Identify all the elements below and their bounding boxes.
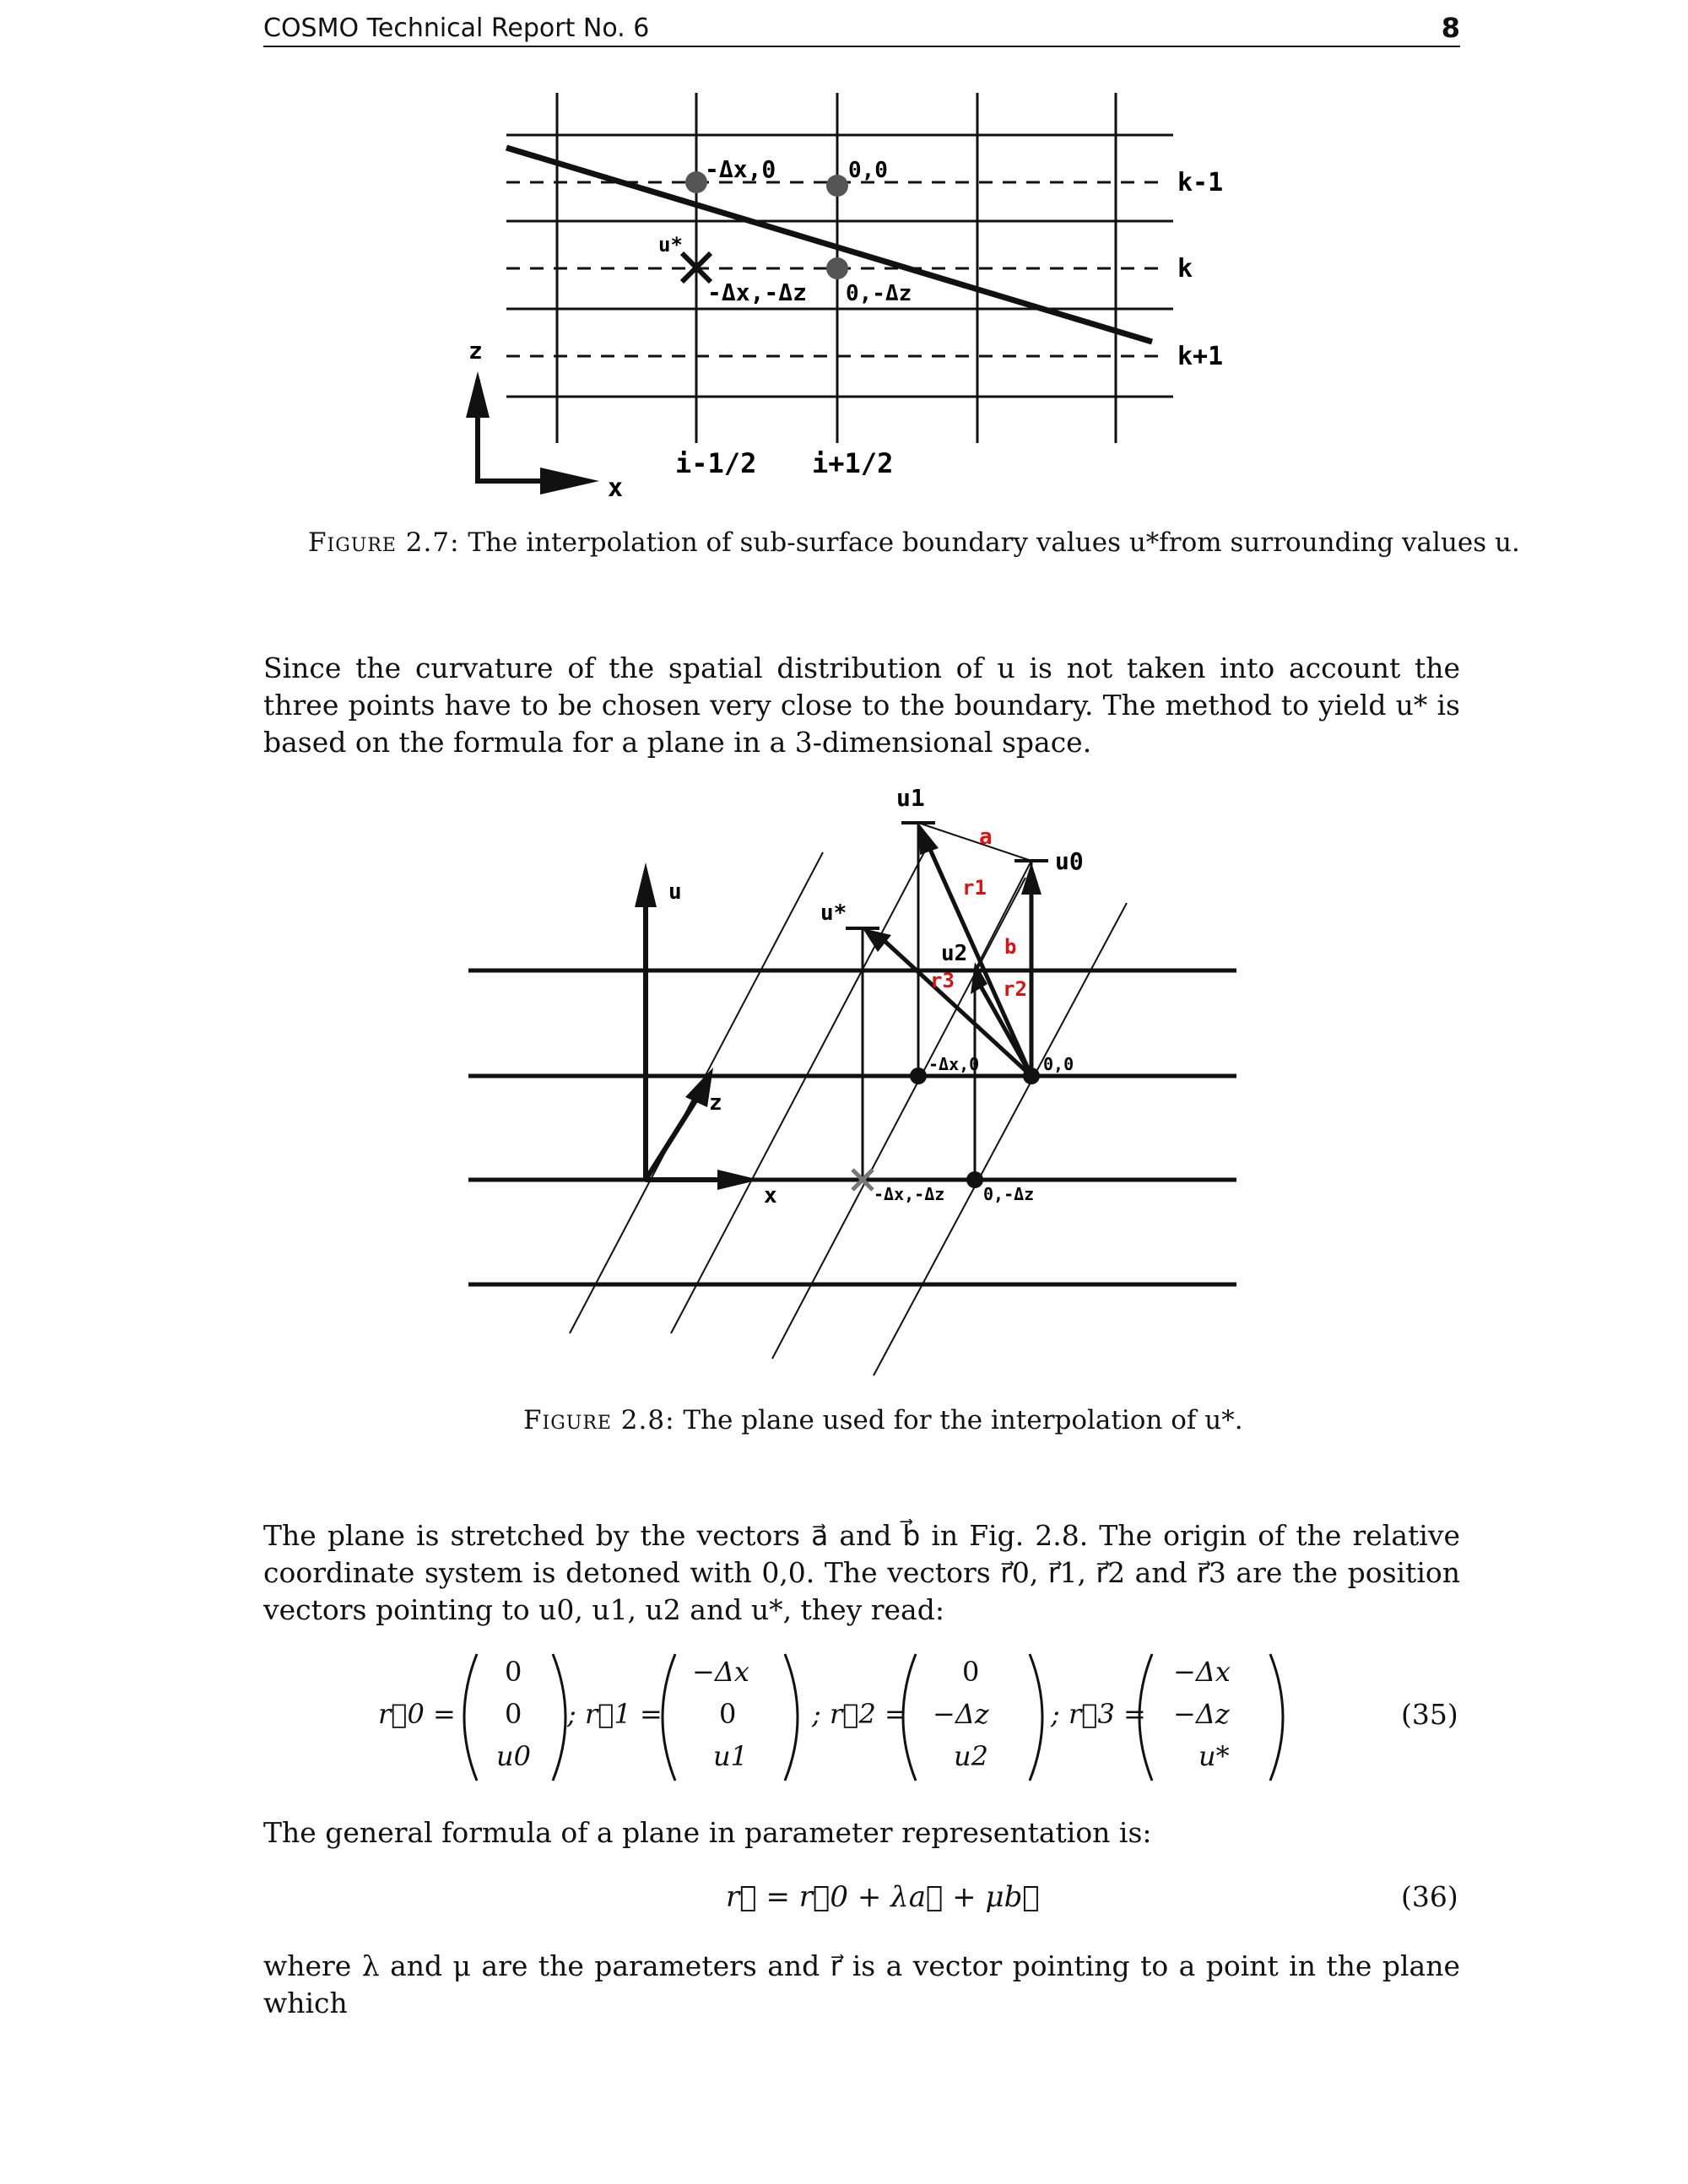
x-arrow-head (540, 468, 599, 495)
boundary-line (506, 148, 1152, 342)
r3-c3: u* (1198, 1740, 1230, 1772)
label-z-axis: z (468, 337, 483, 365)
figure-2-8-caption (523, 1405, 1243, 1435)
paragraph-2: The plane is stretched by the vectors a⃗ and b⃗ in Fig. 2.8. The origin of the relative coordinate system is detoned with 0,0. The vectors r⃗0, r⃗1, r⃗2 and r⃗3 are the position vectors pointing to u0, u1, u2 and u*, they read: (263, 1519, 1460, 1626)
u-axis-head (635, 862, 657, 907)
stems (863, 823, 1031, 1180)
label-i-minus-half: i-1/2 (675, 447, 757, 479)
label-vec-b: b (1004, 935, 1017, 959)
label-u-axis: u (668, 879, 682, 905)
r0-c1: 0 (505, 1656, 522, 1688)
label-mdx-0: -Δx,0 (705, 155, 776, 183)
label-0-mdz: 0,-Δz (983, 1184, 1035, 1204)
r1-head (918, 823, 939, 855)
label-0-0: 0,0 (1043, 1054, 1074, 1074)
r2-c1: 0 (962, 1656, 980, 1688)
label-k: k (1177, 254, 1193, 284)
label-k-minus-1: k-1 (1177, 168, 1224, 197)
label-u-star: u* (658, 233, 683, 257)
r1-c2: 0 (719, 1698, 737, 1730)
point-mdx-0 (910, 1068, 927, 1084)
r2-label: ; r⃗2 = (812, 1698, 907, 1730)
label-u2: u2 (941, 941, 968, 966)
label-z-axis: z (709, 1090, 722, 1116)
label-k-plus-1: k+1 (1177, 342, 1224, 371)
r1-c1: −Δx (692, 1656, 749, 1688)
label-vec-r1: r1 (962, 876, 987, 900)
r0-label: r⃗0 = (378, 1698, 456, 1730)
label-vec-r2: r2 (1003, 977, 1027, 1001)
figure-2-8-caption-text: The plane used for the interpolation of u*. (683, 1405, 1243, 1435)
label-mdx-mdz: -Δx,-Δz (874, 1184, 945, 1204)
r3-label: ; r⃗3 = (1051, 1698, 1146, 1730)
x-axis-head (717, 1170, 760, 1190)
equation-36-formula: r⃗ = r⃗0 + λa⃗ + μb⃗ (726, 1880, 1040, 1914)
point-0-mdz (826, 257, 848, 279)
equation-36-number: (36) (1401, 1880, 1458, 1913)
point-0-0 (826, 175, 848, 197)
r0-c3: u0 (496, 1740, 531, 1772)
figure-2-7 (0, 0, 1688, 540)
r2-c2: −Δz (933, 1698, 989, 1730)
r1-label: ; r⃗1 = (567, 1698, 663, 1730)
plane-horizontal-lines (468, 970, 1236, 1284)
z-axis (646, 1093, 701, 1180)
label-x-axis: x (608, 473, 624, 503)
r1-c3: u1 (713, 1740, 748, 1772)
label-x-axis: x (764, 1183, 777, 1208)
figure-2-7-label: Figure 2.7: (308, 527, 460, 558)
paragraph-4: where λ and μ are the parameters and r⃗ is a vector pointing to a point in the plane which (263, 1949, 1460, 2019)
point-0-mdz (966, 1171, 983, 1188)
paragraph-3: The general formula of a plane in parameter representation is: (263, 1816, 1152, 1849)
paragraph-1: Since the curvature of the spatial distribution of u is not taken into account the three points have to be chosen very close to the boundary. The method to yield u* is based on the formula for a plane in a 3-dimensional space. (263, 651, 1460, 759)
label-0-0: 0,0 (848, 158, 888, 183)
figure-2-8 (0, 776, 1688, 1384)
z-arrow-head (466, 371, 490, 418)
label-vec-a: a (979, 824, 993, 850)
r3-c1: −Δx (1173, 1656, 1231, 1688)
label-mdx-0: -Δx,0 (928, 1054, 980, 1074)
r0-c2: 0 (505, 1698, 522, 1730)
plane-oblique-lines (570, 852, 1127, 1376)
equation-35-number: (35) (1401, 1698, 1458, 1731)
label-0-mdz: 0,-Δz (846, 281, 912, 306)
report-title: COSMO Technical Report No. 6 (263, 14, 650, 43)
label-i-plus-half: i+1/2 (812, 447, 894, 479)
equation-35 (0, 1646, 1688, 1789)
label-u1: u1 (896, 784, 925, 812)
page-number: 8 (1441, 12, 1460, 44)
figure-2-7-caption-text: The interpolation of sub-surface boundary values u*from surrounding values u. (468, 527, 1520, 558)
r3-head (863, 928, 891, 952)
label-mdx-mdz: -Δx,-Δz (707, 278, 808, 306)
label-vec-r3: r3 (930, 969, 955, 992)
vector-a-line (918, 823, 1031, 861)
figure-2-7-caption (308, 527, 1520, 558)
figure-2-8-label: Figure 2.8: (523, 1405, 675, 1435)
r3-c2: −Δz (1173, 1698, 1230, 1730)
label-u-star: u* (820, 900, 847, 926)
point-0-0 (1023, 1068, 1040, 1084)
label-u0: u0 (1055, 847, 1084, 875)
r2-c3: u2 (954, 1740, 988, 1772)
